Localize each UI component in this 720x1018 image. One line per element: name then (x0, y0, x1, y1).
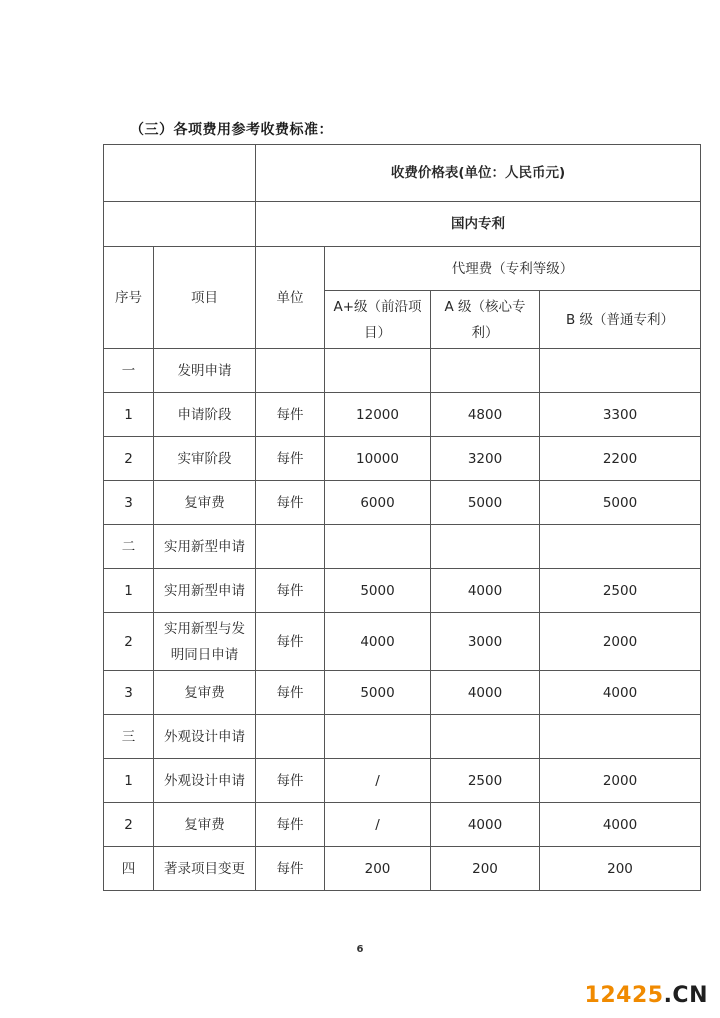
row-unit: 每件 (256, 759, 325, 803)
row-index: 2 (104, 437, 154, 481)
row-fee-b: 4000 (540, 671, 701, 715)
row-fee-a (431, 349, 540, 393)
table-row (104, 393, 701, 437)
row-fee-a: 4000 (431, 803, 540, 847)
table-title: 收费价格表(单位：人民币元) (256, 145, 701, 202)
page-number: 6 (356, 944, 364, 955)
table-row (104, 803, 701, 847)
row-unit: 每件 (256, 569, 325, 613)
row-index: 四 (104, 847, 154, 891)
row-index: 1 (104, 759, 154, 803)
header-level-a-plus: A+级（前沿项目） (325, 291, 431, 349)
row-fee-a-plus (325, 525, 431, 569)
row-item: 实审阶段 (154, 437, 256, 481)
row-item: 复审费 (154, 671, 256, 715)
row-fee-a-plus (325, 349, 431, 393)
row-unit: 每件 (256, 481, 325, 525)
row-fee-a-plus: 12000 (325, 393, 431, 437)
row-fee-a-plus: 10000 (325, 437, 431, 481)
table-subtitle: 国内专利 (256, 202, 701, 247)
header-row (104, 247, 701, 291)
row-fee-a-plus: 6000 (325, 481, 431, 525)
row-fee-a-plus: 4000 (325, 613, 431, 671)
row-unit: 每件 (256, 803, 325, 847)
table-row (104, 671, 701, 715)
row-fee-a-plus: 5000 (325, 671, 431, 715)
row-fee-b (540, 349, 701, 393)
row-index: 3 (104, 671, 154, 715)
row-fee-a-plus: / (325, 803, 431, 847)
row-item: 复审费 (154, 803, 256, 847)
row-fee-b: 2200 (540, 437, 701, 481)
watermark-domain: .CN (663, 983, 708, 1008)
table-row (104, 759, 701, 803)
table-row (104, 569, 701, 613)
fee-table (103, 144, 701, 891)
table-row (104, 613, 701, 671)
row-unit: 每件 (256, 671, 325, 715)
row-fee-a-plus: 5000 (325, 569, 431, 613)
row-fee-a: 5000 (431, 481, 540, 525)
blank-cell (104, 202, 256, 247)
row-fee-a: 4000 (431, 671, 540, 715)
table-row (104, 525, 701, 569)
row-unit: 每件 (256, 437, 325, 481)
row-item: 申请阶段 (154, 393, 256, 437)
row-index: 1 (104, 569, 154, 613)
row-fee-b: 3300 (540, 393, 701, 437)
table-row (104, 437, 701, 481)
row-fee-b: 2000 (540, 759, 701, 803)
row-item: 实用新型申请 (154, 569, 256, 613)
row-index: 1 (104, 393, 154, 437)
row-unit: 每件 (256, 393, 325, 437)
row-fee-a: 3200 (431, 437, 540, 481)
row-fee-a: 3000 (431, 613, 540, 671)
header-item: 项目 (154, 247, 256, 349)
row-fee-b: 2500 (540, 569, 701, 613)
row-unit: 每件 (256, 613, 325, 671)
row-unit: 每件 (256, 847, 325, 891)
table-row (104, 481, 701, 525)
row-item: 实用新型与发明同日申请 (154, 613, 256, 671)
table-subtitle-row (104, 202, 701, 247)
header-index: 序号 (104, 247, 154, 349)
row-fee-a-plus: / (325, 759, 431, 803)
row-item: 外观设计申请 (154, 759, 256, 803)
row-fee-a: 200 (431, 847, 540, 891)
row-fee-b: 200 (540, 847, 701, 891)
section-heading: （三）各项费用参考收费标准： (130, 122, 333, 138)
header-level-b: B 级（普通专利） (540, 291, 701, 349)
row-fee-a: 2500 (431, 759, 540, 803)
row-unit (256, 715, 325, 759)
row-index: 一 (104, 349, 154, 393)
row-unit (256, 525, 325, 569)
row-fee-b: 5000 (540, 481, 701, 525)
row-item: 复审费 (154, 481, 256, 525)
row-unit (256, 349, 325, 393)
watermark-number: 12425 (584, 983, 664, 1008)
row-fee-b: 2000 (540, 613, 701, 671)
row-item: 外观设计申请 (154, 715, 256, 759)
table-row (104, 349, 701, 393)
table-row (104, 715, 701, 759)
row-item: 发明申请 (154, 349, 256, 393)
header-unit: 单位 (256, 247, 325, 349)
table-row (104, 847, 701, 891)
row-fee-b (540, 525, 701, 569)
row-fee-a-plus: 200 (325, 847, 431, 891)
site-watermark (585, 983, 708, 1008)
row-fee-b: 4000 (540, 803, 701, 847)
row-index: 二 (104, 525, 154, 569)
row-fee-a (431, 525, 540, 569)
row-item: 著录项目变更 (154, 847, 256, 891)
row-fee-b (540, 715, 701, 759)
row-index: 三 (104, 715, 154, 759)
row-fee-a: 4000 (431, 569, 540, 613)
row-fee-a-plus (325, 715, 431, 759)
header-agency-fee: 代理费（专利等级） (325, 247, 701, 291)
blank-cell (104, 145, 256, 202)
row-index: 3 (104, 481, 154, 525)
row-fee-a (431, 715, 540, 759)
row-item: 实用新型申请 (154, 525, 256, 569)
row-fee-a: 4800 (431, 393, 540, 437)
table-title-row (104, 145, 701, 202)
header-level-a: A 级（核心专利） (431, 291, 540, 349)
row-index: 2 (104, 803, 154, 847)
row-index: 2 (104, 613, 154, 671)
